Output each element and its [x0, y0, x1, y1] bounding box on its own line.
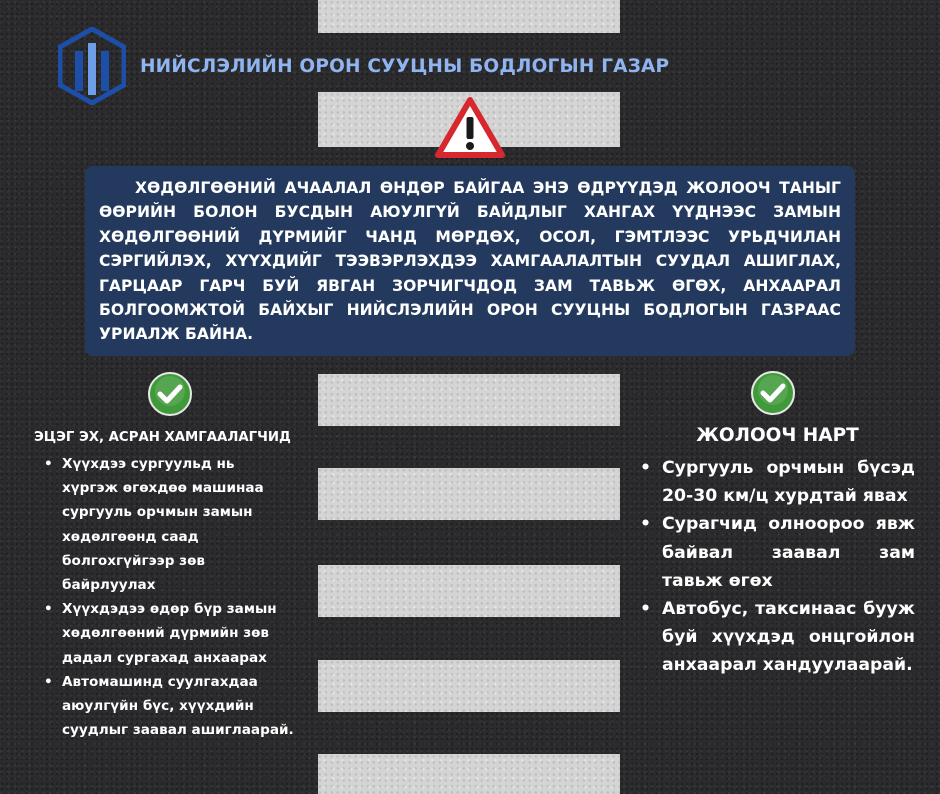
crosswalk-stripe — [318, 565, 620, 617]
crosswalk-stripe — [318, 468, 620, 520]
list-item: • Сурагчид олноороо явж байвал заавал зам тавьж өгөх — [638, 510, 915, 595]
organization-logo-icon — [58, 27, 126, 105]
notice-box — [85, 166, 855, 356]
parents-heading: ЭЦЭГ ЭХ, АСРАН ХАМГААЛАГЧИД — [34, 430, 291, 445]
list-item: • Сургууль орчмын бүсэд 20-30 км/ц хурдтай явах — [638, 454, 915, 510]
check-circle-icon — [750, 370, 796, 416]
list-item: • Автобус, таксинаас бууж буй хүүхдэд онцгойлон анхаарал хандуулаарай. — [638, 595, 915, 680]
crosswalk-stripe — [318, 374, 620, 426]
list-item: • Хүүхдэдээ өдөр бүр замын хөдөлгөөний дүрмийн зөв дадал сургахад анхаарах — [40, 597, 295, 670]
crosswalk-stripe — [318, 0, 620, 33]
parents-list — [40, 452, 295, 742]
list-item: • Автомашинд суулгахдаа аюулгүйн бүс, хүүхдийн суудлыг заавал ашиглаарай. — [40, 670, 295, 743]
drivers-heading: ЖОЛООЧ НАРТ — [696, 425, 859, 446]
crosswalk-stripe — [318, 660, 620, 712]
crosswalk-stripe — [318, 754, 620, 794]
warning-triangle-icon — [435, 97, 505, 159]
organization-title: НИЙСЛЭЛИЙН ОРОН СУУЦНЫ БОДЛОГЫН ГАЗАР — [140, 56, 670, 77]
check-circle-icon — [147, 371, 193, 417]
list-item: • Хүүхдээ сургуульд нь хүргэж өгөхдөө машинаа сургууль орчмын замын хөдөлгөөнд саад болгохгүйгээр зөв байрлуулах — [40, 452, 295, 597]
drivers-list — [638, 454, 915, 680]
notice-text: ХӨДӨЛГӨӨНИЙ АЧААЛАЛ ӨНДӨР БАЙГАА ЭНЭ ӨДРҮҮДЭД ЖОЛООЧ ТАНЫГ ӨӨРИЙН БОЛОН БУСДЫН АЮУЛГҮЙ БАЙДЛЫГ ХАНГАХ ҮҮДНЭЭС ЗАМЫН ХӨДӨЛГӨӨНИЙ ДҮРМИЙГ ЧАНД МӨРДӨХ, ОСОЛ, ГЭМТЛЭЭС УРЬДЧИЛАН СЭРГИЙЛЭХ, ХҮҮХДИЙГ ТЭЭВЭРЛЭХДЭЭ ХАМГААЛАЛТЫН СУУДАЛ АШИГЛАХ, ГАРЦААР ГАРЧ БУЙ ЯВГАН ЗОРЧИГЧДОД ЗАМ ТАВЬЖ ӨГӨХ, АНХААРАЛ БОЛГООМЖТОЙ БАЙХЫГ НИЙСЛЭЛИЙН ОРОН СУУЦНЫ БОДЛОГЫН ГАЗРААС УРИАЛЖ БАЙНА. — [99, 179, 841, 344]
